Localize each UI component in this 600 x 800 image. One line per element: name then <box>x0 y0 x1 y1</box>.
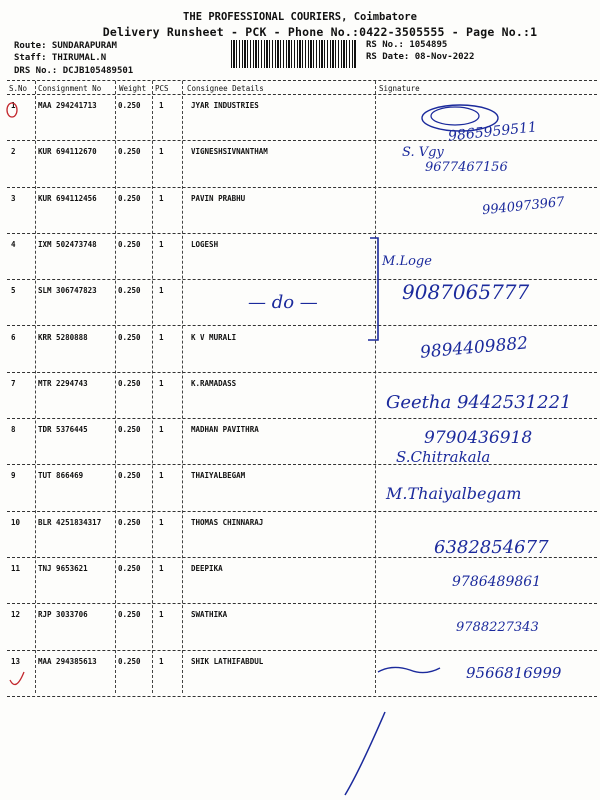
handwriting-phone-2: 9677467156 <box>425 160 508 175</box>
rs-date: RS Date: 08-Nov-2022 <box>366 52 475 62</box>
row-pcs: 1 <box>159 564 164 573</box>
row-sno: 6 <box>11 332 16 342</box>
table-row <box>7 233 597 279</box>
row-sno: 12 <box>11 610 21 620</box>
row-consignment-no: MAA 294385613 <box>38 656 97 666</box>
col-header-weight: Weight <box>119 84 147 93</box>
row-consignee: SWATHIKA <box>191 610 228 620</box>
col-header-consignment: Consignment No <box>38 84 102 93</box>
row-weight: 0.250 <box>118 564 141 573</box>
handwriting-phone-1: 9865959511 <box>447 119 538 145</box>
rs-number: RS No.: 1054895 <box>366 40 448 50</box>
handwriting-phone-13: 9566816999 <box>466 664 562 682</box>
handwriting-phone-10: 6382854677 <box>434 537 549 558</box>
row-weight: 0.250 <box>118 378 141 388</box>
row-pcs: 1 <box>159 332 164 342</box>
staff-label: Staff: THIRUMAL.N <box>14 53 107 63</box>
row-consignee: THAIYALBEGAM <box>191 471 246 481</box>
row-consignee: JYAR INDUSTRIES <box>191 101 259 110</box>
handwriting-name-4: M.Loge <box>382 254 432 269</box>
handwriting-phone-6: 9894409882 <box>419 333 529 363</box>
row-pcs: 1 <box>159 239 164 249</box>
handwriting-phone-5: 9087065777 <box>402 280 530 304</box>
row-weight: 0.250 <box>118 332 141 342</box>
row-weight: 0.250 <box>118 193 141 203</box>
row-pcs: 1 <box>159 656 164 666</box>
row-consignee: K V MURALI <box>191 332 237 342</box>
handwriting-phone-11: 9786489861 <box>452 574 542 590</box>
row-sno: 13 <box>11 656 21 666</box>
row-pcs: 1 <box>159 286 164 296</box>
row-sno: 4 <box>11 239 16 249</box>
runsheet-subtitle: Delivery Runsheet - PCK - Phone No.:0422-3505555 - Page No.:1 <box>102 25 538 39</box>
row-weight: 0.250 <box>118 101 141 110</box>
drs-number: DRS No.: DCJB105489501 <box>14 66 134 76</box>
row-consignment-no: TNJ 9653621 <box>38 564 88 573</box>
row-weight: 0.250 <box>118 286 141 296</box>
row-consignment-no: KUR 694112456 <box>38 193 97 203</box>
row-sno: 2 <box>11 147 16 157</box>
handwriting-name-2: S. Vgy <box>402 145 444 160</box>
row-divider <box>7 696 597 697</box>
route-label: Route: SUNDARAPURAM <box>14 41 117 51</box>
row-sno: 10 <box>11 517 21 527</box>
row-pcs: 1 <box>159 517 164 527</box>
row-sno: 5 <box>11 286 16 296</box>
row-consignment-no: KRR 5280888 <box>38 332 88 342</box>
row-weight: 0.250 <box>118 471 141 481</box>
col-header-pcs: PCS <box>155 84 169 93</box>
row-weight: 0.250 <box>118 610 141 620</box>
row-consignment-no: BLR 4251834317 <box>38 517 102 527</box>
row-pcs: 1 <box>159 425 164 435</box>
row-weight: 0.250 <box>118 147 141 157</box>
handwriting-phone-12: 9788227343 <box>456 620 539 635</box>
row-pcs: 1 <box>159 471 164 481</box>
barcode <box>231 40 357 68</box>
row-consignment-no: TDR 5376445 <box>38 425 88 435</box>
row-sno: 11 <box>11 564 21 573</box>
row-consignee: LOGESH <box>191 239 219 249</box>
row-consignment-no: IXM 502473748 <box>38 239 97 249</box>
row-weight: 0.250 <box>118 656 141 666</box>
col-header-signature: Signature <box>379 84 420 93</box>
row-pcs: 1 <box>159 147 164 157</box>
row-consignment-no: SLM 306747823 <box>38 286 97 296</box>
row-pcs: 1 <box>159 193 164 203</box>
handwriting-name-9: M.Thaiyalbegam <box>386 484 522 503</box>
row-weight: 0.250 <box>118 239 141 249</box>
ditto-mark: — do — <box>248 292 318 313</box>
handwriting-name-8: S.Chitrakala <box>396 448 491 466</box>
row-consignment-no: KUR 694112670 <box>38 147 97 157</box>
row-consignee: VIGNESHSIVNANTHAM <box>191 147 268 157</box>
table-row <box>7 140 597 186</box>
row-consignment-no: TUT 866469 <box>38 471 84 481</box>
row-consignment-no: MAA 294241713 <box>38 101 97 110</box>
row-sno: 8 <box>11 425 16 435</box>
row-weight: 0.250 <box>118 517 141 527</box>
row-sno: 3 <box>11 193 16 203</box>
row-consignee: PAVIN PRABHU <box>191 193 246 203</box>
row-pcs: 1 <box>159 610 164 620</box>
company-title: THE PROFESSIONAL COURIERS, Coimbatore <box>183 11 417 23</box>
handwriting-phone-7: Geetha 9442531221 <box>386 392 572 413</box>
row-consignee: K.RAMADASS <box>191 378 237 388</box>
col-header-sno: S.No <box>9 84 28 93</box>
row-consignee: SHIK LATHIFABDUL <box>191 656 264 666</box>
row-pcs: 1 <box>159 101 164 110</box>
row-pcs: 1 <box>159 378 164 388</box>
row-sno: 1 <box>11 101 16 110</box>
row-consignee: DEEPIKA <box>191 564 223 573</box>
row-consignment-no: MTR 2294743 <box>38 378 88 388</box>
row-sno: 9 <box>11 471 16 481</box>
handwriting-phone-3: 9940973967 <box>481 194 566 219</box>
row-consignee: THOMAS CHINNARAJ <box>191 517 264 527</box>
row-consignee: MADHAN PAVITHRA <box>191 425 259 435</box>
row-weight: 0.250 <box>118 425 141 435</box>
handwriting-phone-8: 9790436918 <box>424 428 533 448</box>
row-consignment-no: RJP 3033706 <box>38 610 88 620</box>
col-header-consignee: Consignee Details <box>187 84 264 93</box>
row-sno: 7 <box>11 378 16 388</box>
